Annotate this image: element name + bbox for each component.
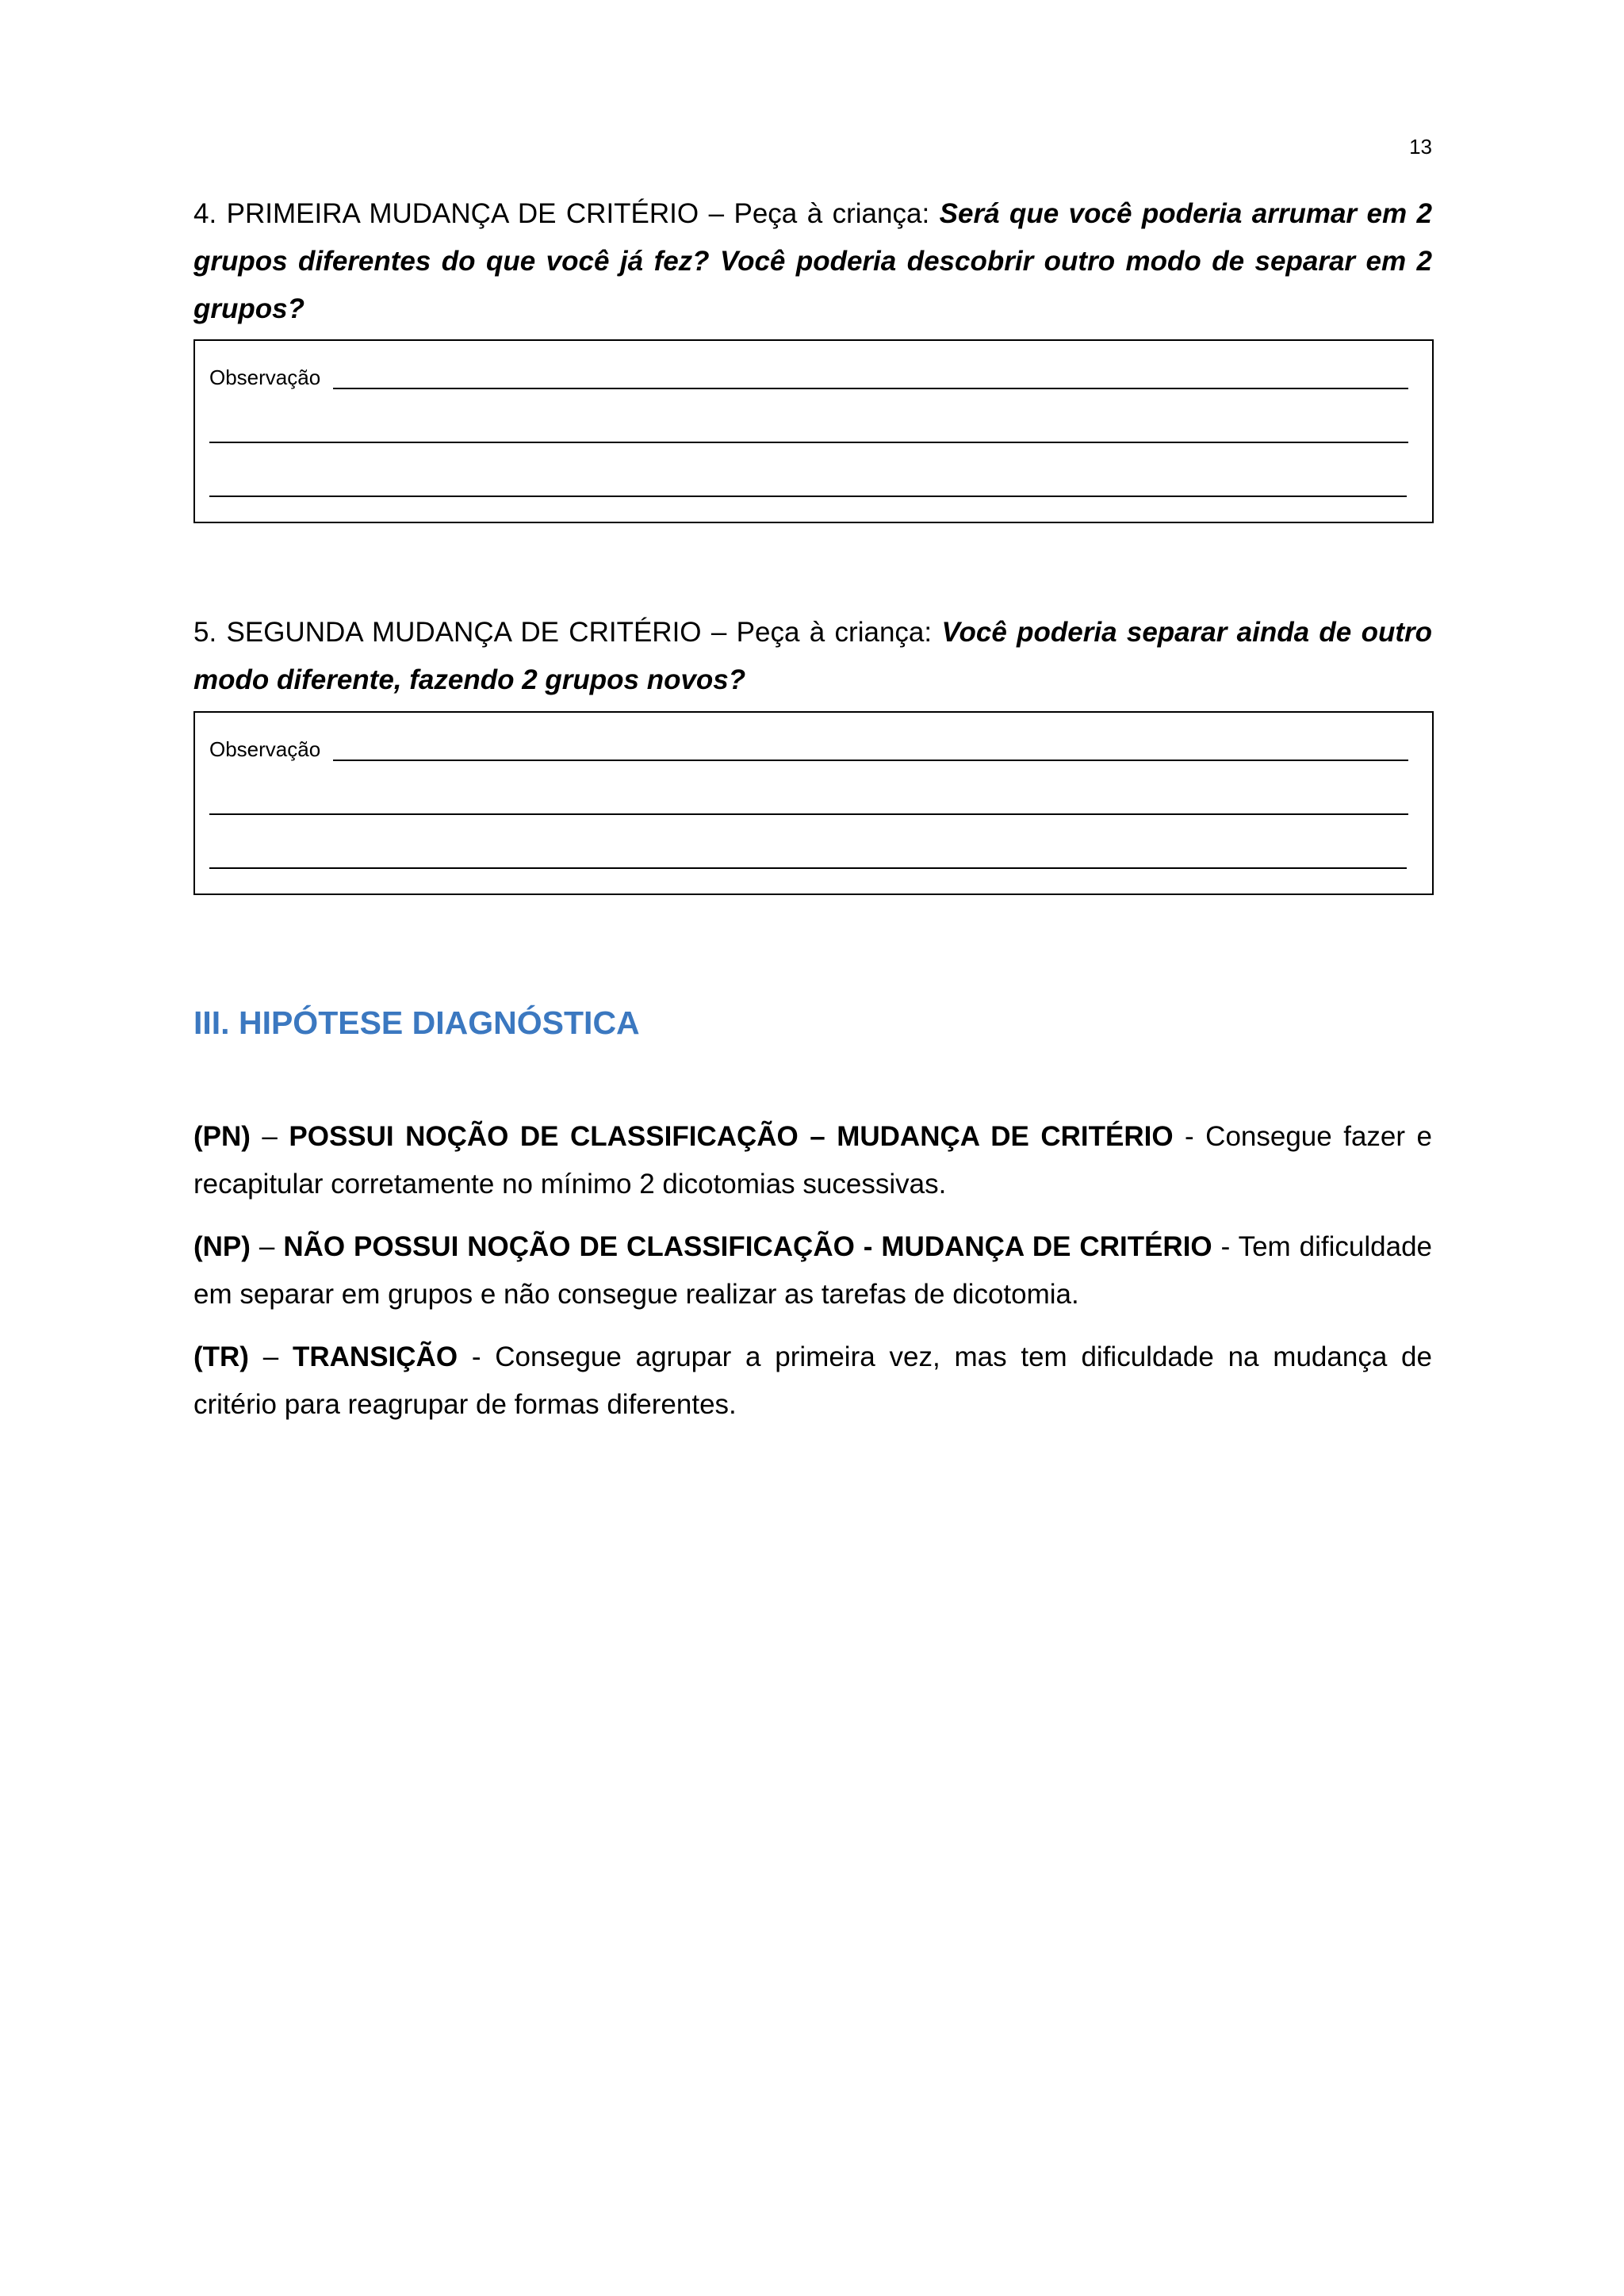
question-4-prefix: 4. PRIMEIRA MUDANÇA DE CRITÉRIO – Peça à criança: [193, 198, 940, 229]
observation-line [209, 867, 1407, 869]
question-4-text: Será que você poderia arrumar em 2 grupos diferentes do que você já fez? Você poderia descobrir outro modo de separar em 2 grupos? [193, 198, 1433, 324]
page-number: 13 [1409, 135, 1432, 159]
hypothesis-title: TRANSIÇÃO [293, 1341, 458, 1372]
hypothesis-description: - Tem dificuldade em separar em grupos e não consegue realizar as tarefas de dicotomia. [193, 1231, 1432, 1310]
question-5 [193, 609, 1432, 704]
hypothesis-title: POSSUI NOÇÃO DE CLASSIFICAÇÃO – MUDANÇA DE CRITÉRIO [289, 1121, 1174, 1152]
section-title: III. HIPÓTESE DIAGNÓSTICA [193, 1004, 640, 1041]
question-5-prefix: 5. SEGUNDA MUDANÇA DE CRITÉRIO – Peça à criança: [193, 617, 942, 648]
hypothesis-code: (NP) [193, 1231, 251, 1262]
hypothesis-np [193, 1223, 1432, 1318]
hypothesis-separator: – [248, 1341, 293, 1372]
observation-line [333, 388, 1408, 389]
observation-line [209, 442, 1408, 443]
hypothesis-code: (TR) [193, 1341, 249, 1372]
observation-line [209, 813, 1408, 815]
observation-box-5 [193, 711, 1434, 895]
hypothesis-title: NÃO POSSUI NOÇÃO DE CLASSIFICAÇÃO - MUDANÇA DE CRITÉRIO [283, 1231, 1212, 1262]
question-4 [193, 190, 1432, 333]
hypothesis-separator: – [250, 1231, 284, 1262]
observation-label: Observação [209, 737, 321, 761]
hypothesis-description: - Consegue fazer e recapitular corretamente no mínimo 2 dicotomias sucessivas. [193, 1121, 1432, 1200]
observation-line [333, 760, 1408, 761]
observation-label: Observação [209, 365, 321, 389]
hypothesis-description: - Consegue agrupar a primeira vez, mas tem dificuldade na mudança de critério para reagrupar de formas diferentes. [193, 1341, 1432, 1420]
hypothesis-code: (PN) [193, 1121, 251, 1152]
hypothesis-separator: – [250, 1121, 289, 1152]
hypothesis-pn [193, 1113, 1432, 1208]
observation-line [209, 496, 1407, 497]
question-5-text: Você poderia separar ainda de outro modo diferente, fazendo 2 grupos novos? [193, 617, 1433, 695]
observation-box-4 [193, 339, 1434, 523]
hypothesis-tr [193, 1334, 1432, 1429]
